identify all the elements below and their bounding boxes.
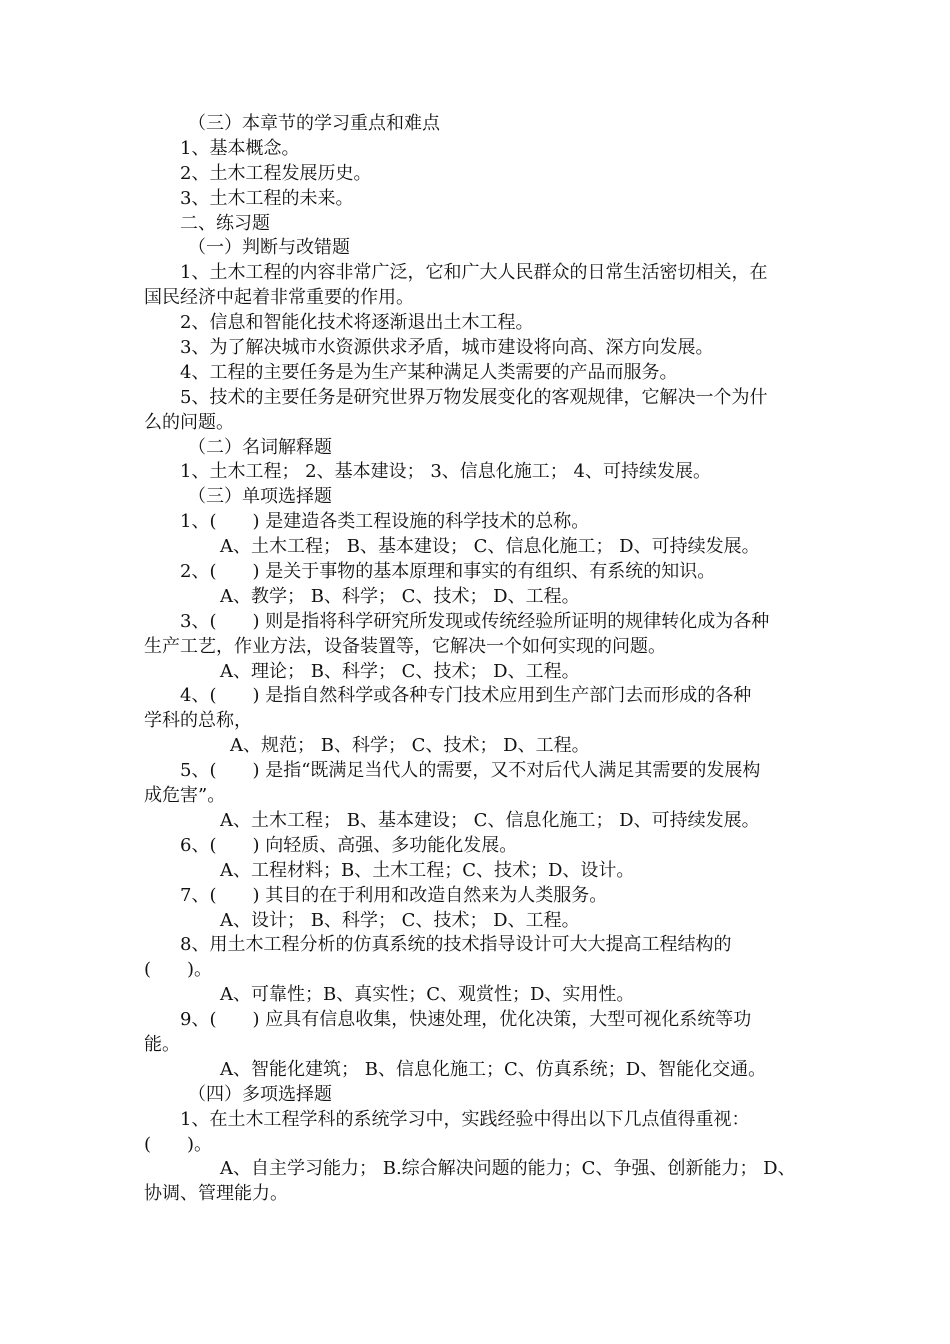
text-line: 2、( ) 是关于事物的基本原理和事实的有组织、有系统的知识。	[180, 561, 716, 583]
text-line: A、理论； B、科学； C、技术； D、工程。	[220, 660, 580, 682]
text-line: 生产工艺，作业方法，设备装置等，它解决一个如何实现的问题。	[144, 635, 666, 657]
text-line: 学科的总称，	[144, 710, 252, 732]
text-line: （一）判断与改错题	[188, 237, 350, 259]
text-line: A、工程材料；B、土木工程；C、技术；D、设计。	[220, 859, 635, 881]
text-line: 1、( ) 是建造各类工程设施的科学技术的总称。	[180, 511, 590, 533]
text-line: A、教学； B、科学； C、技术； D、工程。	[220, 585, 580, 607]
text-line: （三）本章节的学习重点和难点	[188, 113, 440, 134]
text-line: （四）多项选择题	[188, 1083, 332, 1105]
text-line: 1、土木工程； 2、基本建设； 3、信息化施工； 4、可持续发展。	[180, 461, 711, 483]
text-line: 4、工程的主要任务是为生产某种满足人类需要的产品而服务。	[180, 361, 678, 383]
text-line: 2、土木工程发展历史。	[180, 162, 372, 184]
text-line: A、自主学习能力； B.综合解决问题的能力；C、争强、创新能力； D、	[220, 1158, 796, 1180]
text-line: A、可靠性；B、真实性；C、观赏性；D、实用性。	[220, 984, 635, 1006]
text-line: （二）名词解释题	[188, 436, 332, 458]
text-line: 1、在土木工程学科的系统学习中，实践经验中得出以下几点值得重视：	[180, 1108, 750, 1130]
text-line: 1、土木工程的内容非常广泛，它和广大人民群众的日常生活密切相关，在	[180, 262, 768, 284]
text-line: 3、土木工程的未来。	[180, 187, 354, 209]
text-line: 么的问题。	[144, 411, 234, 433]
text-line: A、规范； B、科学； C、技术； D、工程。	[230, 735, 590, 757]
text-line: 8、用土木工程分析的仿真系统的技术指导设计可大大提高工程结构的	[180, 934, 732, 956]
text-line: 1、基本概念。	[180, 137, 300, 159]
text-line: A、设计； B、科学； C、技术； D、工程。	[220, 909, 580, 931]
text-line: 3、为了解决城市水资源供求矛盾，城市建设将向高、深方向发展。	[180, 337, 714, 359]
text-line: 9、( ) 应具有信息收集，快速处理，优化决策，大型可视化系统等功	[180, 1009, 752, 1031]
text-line: A、智能化建筑； B、信息化施工；C、仿真系统；D、智能化交通。	[220, 1058, 767, 1080]
text-line: （三）单项选择题	[188, 486, 332, 508]
text-line: ( )。	[144, 959, 213, 981]
text-line: 二、练习题	[180, 212, 270, 234]
text-line: 6、( ) 向轻质、高强、多功能化发展。	[180, 834, 518, 856]
text-line: 7、( ) 其目的在于利用和改造自然来为人类服务。	[180, 884, 608, 906]
text-line: 5、技术的主要任务是研究世界万物发展变化的客观规律，它解决一个为什	[180, 386, 768, 408]
text-line: ( )。	[144, 1133, 213, 1155]
document-page	[144, 112, 814, 1207]
text-line: A、土木工程； B、基本建设； C、信息化施工； D、可持续发展。	[220, 536, 760, 558]
text-line: A、土木工程； B、基本建设； C、信息化施工； D、可持续发展。	[220, 809, 760, 831]
text-line: 协调、管理能力。	[144, 1183, 288, 1205]
text-line: 能。	[144, 1033, 180, 1055]
text-line: 3、( ) 则是指将科学研究所发现或传统经验所证明的规律转化成为各种	[180, 610, 770, 632]
text-line: 4、( ) 是指自然科学或各种专门技术应用到生产部门去而形成的各种	[180, 685, 752, 707]
text-line: 成危害”。	[144, 785, 226, 807]
text-line: 国民经济中起着非常重要的作用。	[144, 287, 414, 309]
text-line: 2、信息和智能化技术将逐渐退出土木工程。	[180, 312, 534, 334]
text-line: 5、( ) 是指“既满足当代人的需要，又不对后代人满足其需要的发展构	[180, 760, 761, 782]
